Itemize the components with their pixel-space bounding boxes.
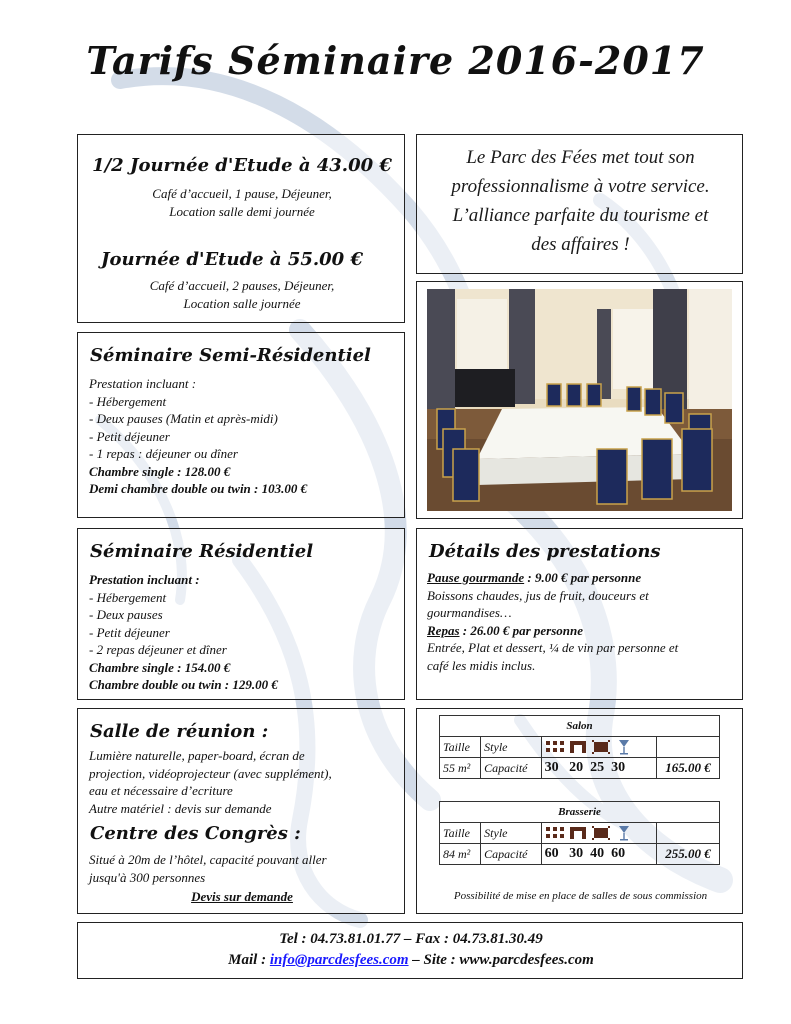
capacity-header: Capacité (481, 844, 541, 865)
pause-line-1: Boissons chaudes, jus de fruit, douceurs et (427, 587, 649, 603)
contact-footer (77, 922, 743, 979)
repas-price: : 26.00 € par personne (459, 622, 584, 638)
resid-price-single: Chambre single : 154.00 € (89, 659, 231, 675)
salle-line-2: projection, vidéoprojecteur (avec supplément), (89, 765, 332, 781)
quote-on-request-link[interactable]: Devis sur demande (191, 889, 293, 904)
boardroom-layout-icon (591, 739, 611, 755)
room-table-salon (439, 715, 720, 779)
semi-line-3: - Deux pauses (Matin et après-midi) (89, 411, 278, 426)
semi-price-double: Demi chambre double ou twin : 103.00 € (89, 481, 308, 496)
pause-line-2: gourmandises… (427, 605, 512, 620)
room-price: 165.00 € (656, 758, 719, 779)
website-text: – Site : www.parcdesfees.com (408, 952, 594, 968)
size-header: Taille (440, 737, 481, 758)
theatre-layout-icon (545, 825, 565, 841)
capacity-boardroom: 25 (590, 760, 605, 775)
congres-line-2: jusqu'à 300 personnes (89, 869, 206, 885)
repas-line-1: Entrée, Plat et dessert, ¼ de vin par personne et (427, 640, 679, 655)
resid-line-4: - 2 repas déjeuner et dîner (89, 642, 227, 657)
semi-line-5: - 1 repas : déjeuner ou dîner (89, 446, 238, 461)
services-details-title: Détails des prestations (429, 541, 661, 562)
u-shape-layout-icon (568, 825, 588, 841)
capacity-header: Capacité (481, 758, 541, 779)
half-day-line-1: Café d’accueil, 1 pause, Déjeuner, (152, 186, 332, 201)
phone-fax: Tel : 04.73.81.01.77 – Fax : 04.73.81.30.49 (279, 931, 543, 947)
meeting-room-photo (427, 289, 732, 511)
repas-line-2: café les midis inclus. (427, 657, 536, 673)
email-link[interactable]: info@parcdesfees.com (269, 952, 409, 968)
size-header: Taille (440, 823, 481, 844)
salle-line-4: Autre matériel : devis sur demande (89, 800, 272, 816)
style-header: Style (481, 737, 541, 758)
semi-line-1: Prestation incluant : (89, 376, 197, 391)
photo-box (416, 281, 743, 519)
resid-price-double: Chambre double ou twin : 129.00 € (89, 677, 278, 692)
style-header: Style (481, 823, 541, 844)
semi-line-4: - Petit déjeuner (89, 428, 170, 444)
page-title: Tarifs Séminaire 2016-2017 (86, 38, 705, 83)
layout-icons (541, 737, 656, 758)
resid-head: Prestation incluant : (89, 572, 200, 587)
residential-title: Séminaire Résidentiel (90, 541, 314, 562)
room-size: 84 m² (440, 844, 481, 865)
semi-price-single: Chambre single : 128.00 € (89, 463, 231, 479)
theatre-layout-icon (545, 739, 565, 755)
room-price: 255.00 € (656, 844, 719, 865)
resid-line-3: - Petit déjeuner (89, 624, 170, 640)
salle-line-1: Lumière naturelle, paper-board, écran de (89, 748, 305, 763)
services-details-box (416, 528, 743, 700)
mail-label: Mail : (228, 952, 270, 968)
half-day-line-2: Location salle demi journée (169, 204, 315, 219)
capacity-theatre: 30 (544, 760, 559, 775)
study-day-box (77, 134, 405, 323)
pause-price: : 9.00 € par personne (524, 570, 642, 585)
meeting-room-title: Salle de réunion : (90, 721, 269, 742)
semi-line-2: - Hébergement (89, 393, 167, 409)
salle-line-3: eau et nécessaire d’ecriture (89, 783, 233, 798)
tagline-line-4: des affaires ! (531, 234, 630, 255)
capacity-cocktail: 60 (611, 846, 626, 861)
tagline-line-2: professionnalisme à votre service. (451, 176, 710, 197)
room-name: Brasserie (440, 802, 720, 823)
full-day-line-1: Café d’accueil, 2 pauses, Déjeuner, (149, 278, 335, 293)
congress-center-title: Centre des Congrès : (90, 823, 301, 844)
rooms-note: Possibilité de mise en place de salles de sous commission (453, 890, 708, 902)
room-name: Salon (440, 716, 720, 737)
congres-line-1: Situé à 20m de l’hôtel, capacité pouvant aller (89, 852, 327, 867)
capacity-cocktail: 30 (611, 760, 626, 775)
tagline-line-3: L’alliance parfaite du tourisme et (452, 205, 709, 226)
repas-label: Repas (427, 622, 460, 638)
residential-box (77, 528, 405, 700)
capacity-boardroom: 40 (590, 846, 605, 861)
layout-icons (541, 823, 656, 844)
resid-line-1: - Hébergement (89, 589, 167, 605)
u-shape-layout-icon (568, 739, 588, 755)
semi-residential-box (77, 332, 405, 518)
meeting-room-box (77, 708, 405, 914)
cocktail-layout-icon (614, 825, 634, 841)
capacity-u-shape: 30 (569, 846, 584, 861)
capacity-theatre: 60 (544, 846, 559, 861)
pause-label: Pause gourmande (427, 570, 525, 585)
capacity-u-shape: 20 (569, 760, 584, 775)
full-day-line-2: Location salle journée (183, 296, 301, 311)
tagline-box (416, 134, 743, 274)
semi-residential-title: Séminaire Semi-Résidentiel (90, 345, 371, 366)
full-day-title: Journée d'Etude à 55.00 € (101, 249, 363, 270)
room-table-brasserie (439, 801, 720, 865)
cocktail-layout-icon (614, 739, 634, 755)
resid-line-2: - Deux pauses (89, 607, 163, 622)
boardroom-layout-icon (591, 825, 611, 841)
tagline-line-1: Le Parc des Fées met tout son (466, 147, 695, 168)
rooms-box (416, 708, 743, 914)
room-size: 55 m² (440, 758, 481, 779)
half-day-title: 1/2 Journée d'Etude à 43.00 € (92, 155, 392, 176)
